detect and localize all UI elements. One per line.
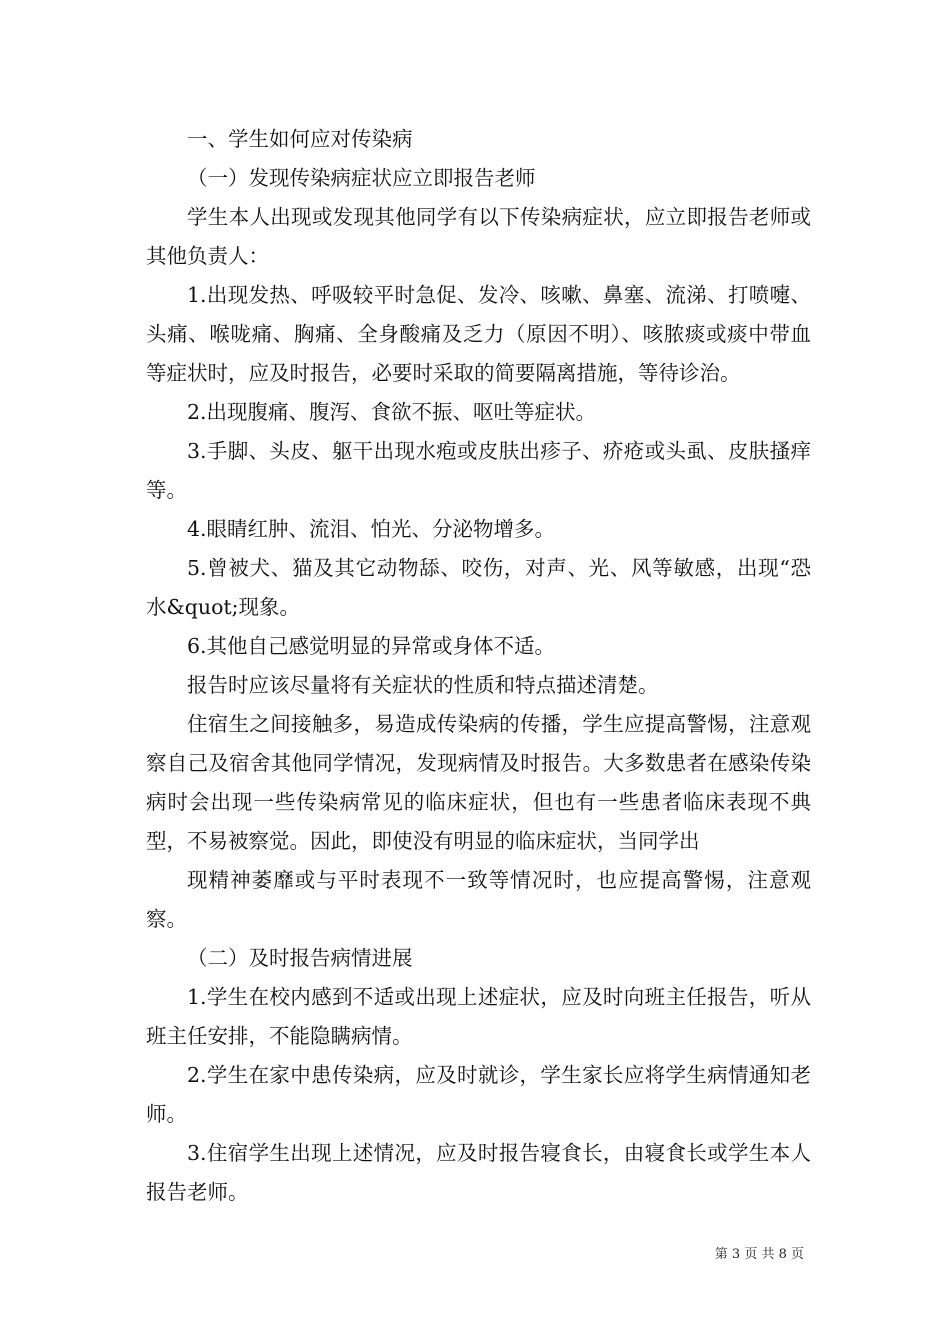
section-heading: 一、学生如何应对传染病	[187, 127, 413, 151]
subsection-heading-1: （一）发现传染病症状应立即报告老师	[187, 166, 536, 190]
list-item-5: 5.曾被犬、猫及其它动物舔、咬伤，对声、光、风等敏感，出现“恐水&quot;现象。	[146, 556, 811, 619]
list-item-1: 1.出现发热、呼吸较平时急促、发冷、咳嗽、鼻塞、流涕、打喷嚏、头痛、喉咙痛、胸痛、全身酸痛及乏力（原因不明）、咳脓痰或痰中带血等症状时，应及时报告，必要时采取的简要隔离措施，等待诊治。	[146, 283, 811, 385]
list-item-b1: 1.学生在校内感到不适或出现上述症状，应及时向班主任报告，听从班主任安排，不能隐瞒病情。	[146, 985, 811, 1048]
paragraph-dorm-continued: 现精神萎靡或与平时表现不一致等情况时，也应提高警惕，注意观察。	[146, 868, 811, 931]
list-item-b2: 2.学生在家中患传染病，应及时就诊，学生家长应将学生病情通知老师。	[146, 1063, 811, 1126]
list-item-2: 2.出现腹痛、腹泻、食欲不振、呕吐等症状。	[187, 400, 597, 424]
subsection-heading-2: （二）及时报告病情进展	[187, 946, 413, 970]
paragraph-intro: 学生本人出现或发现其他同学有以下传染病症状，应立即报告老师或其他负责人：	[146, 205, 811, 268]
list-item-6: 6.其他自己感觉明显的异常或身体不适。	[187, 634, 556, 658]
paragraph-dorm: 住宿生之间接触多，易造成传染病的传播，学生应提高警惕，注意观察自己及宿舍其他同学情况，发现病情及时报告。大多数患者在感染传染病时会出现一些传染病常见的临床症状，但也有一些患者临床表现不典型，不易被察觉。因此，即使没有明显的临床症状，当同学出	[146, 712, 811, 853]
list-item-3: 3.手脚、头皮、躯干出现水疱或皮肤出疹子、疥疮或头虱、皮肤搔痒等。	[146, 439, 811, 502]
paragraph-report-note: 报告时应该尽量将有关症状的性质和特点描述清楚。	[187, 673, 659, 697]
list-item-4: 4.眼睛红肿、流泪、怕光、分泌物增多。	[187, 517, 556, 541]
page-number: 第 3 页 共 8 页	[714, 1247, 804, 1262]
document-body	[146, 120, 811, 1212]
list-item-b3: 3.住宿学生出现上述情况，应及时报告寝食长，由寝食长或学生本人报告老师。	[146, 1141, 811, 1204]
